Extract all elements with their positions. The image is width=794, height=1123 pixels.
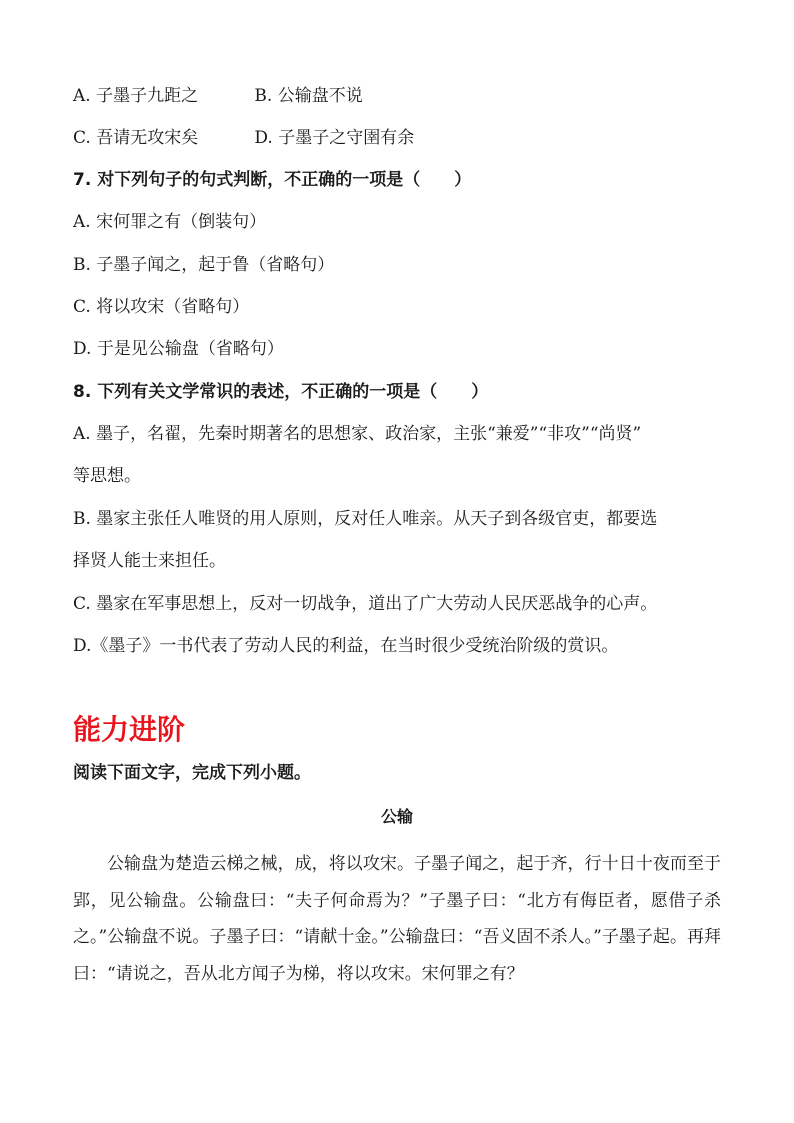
section-title: 能力进阶 [73, 713, 186, 746]
q6-option-d: D. 子墨子之守圉有余 [254, 128, 415, 148]
q8-option-b-line1: B. 墨家主张任人唯贤的用人原则，反对任人唯亲。从天子到各级官吏，都要选 [73, 509, 658, 529]
q6-option-b: B. 公输盘不说 [254, 86, 363, 106]
q7-option-b: B. 子墨子闻之，起于鲁（省略句） [73, 255, 335, 275]
passage-title: 公输 [380, 807, 413, 826]
q7-option-d: D. 于是见公输盘（省略句） [73, 339, 284, 359]
section-instruction: 阅读下面文字，完成下列小题。 [73, 763, 311, 783]
q8-stem: 8. 下列有关文学常识的表述，不正确的一项是（ ） [73, 382, 489, 402]
q6-options-row-1 [73, 85, 363, 107]
q7-option-c: C. 将以攻宋（省略句） [73, 297, 250, 317]
q7-option-a: A. 宋何罪之有（倒装句） [73, 212, 267, 232]
q8-option-b-line2: 择贤人能士来担任。 [73, 551, 226, 571]
q6-option-c: C. 吾请无攻宋矣 [73, 128, 199, 148]
q8-option-a-line1: A. 墨子，名翟，先秦时期著名的思想家、政治家，主张“兼爱”“非攻”“尚贤” [73, 424, 642, 444]
q8-option-c: C. 墨家在军事思想上，反对一切战争，道出了广大劳动人民厌恶战争的心声。 [73, 594, 658, 614]
q6-options-row-2 [73, 127, 414, 149]
q8-option-a-line2: 等思想。 [73, 466, 141, 486]
q6-option-a: A. 子墨子九距之 [73, 86, 199, 106]
passage-text: 公输盘为楚造云梯之械，成，将以攻宋。子墨子闻之，起于齐，行十日十夜而至于郢，见公输盘。公输盘曰：“夫子何命焉为？”子墨子曰：“北方有侮臣者，愿借子杀之。”公输盘不说。子墨子曰：“请献十金。”公输盘曰：“吾义固不杀人。”子墨子起。再拜曰：“请说之，吾从北方闻子为梯，将以攻宋。宋何罪之有？ [73, 854, 721, 984]
q8-option-d: D.《墨子》一书代表了劳动人民的利益，在当时很少受统治阶级的赏识。 [73, 636, 619, 656]
q7-stem: 7. 对下列句子的句式判断，不正确的一项是（ ） [73, 170, 472, 190]
